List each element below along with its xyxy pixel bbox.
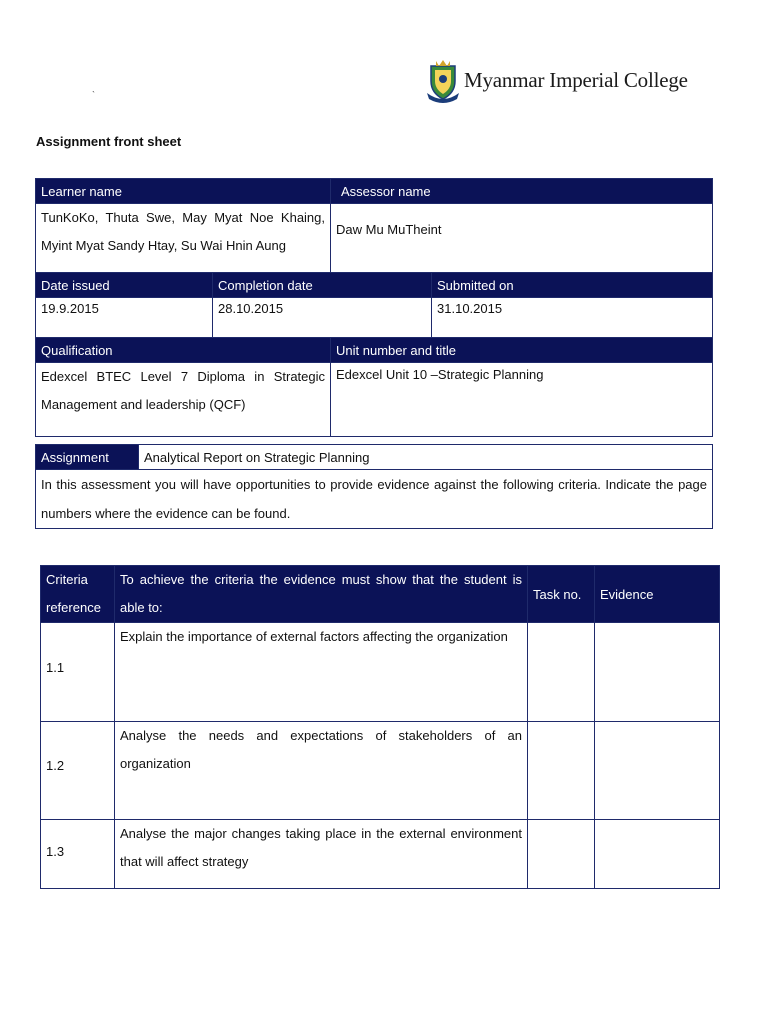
evidence-cell	[595, 820, 720, 889]
assignment-instructions: In this assessment you will have opportunities to provide evidence against the following criteria. Indicate the page numbers where the evidence can be found.	[36, 470, 713, 529]
criteria-ref: 1.1	[41, 623, 115, 722]
college-crest-icon	[424, 57, 462, 103]
table-row	[41, 722, 720, 820]
criteria-ref: 1.2	[41, 722, 115, 820]
criteria-table	[40, 565, 720, 889]
evidence-cell	[595, 623, 720, 722]
criteria-text: Analyse the needs and expectations of stakeholders of an organization	[115, 722, 528, 820]
criteria-requirement-header: To achieve the criteria the evidence must show that the student is able to:	[115, 566, 528, 623]
criteria-text: Analyse the major changes taking place in the external environment that will affect strategy	[115, 820, 528, 889]
completion-date-label: Completion date	[213, 273, 432, 298]
date-issued-label: Date issued	[36, 273, 213, 298]
stray-mark: `	[92, 90, 95, 100]
criteria-text: Explain the importance of external factors affecting the organization	[115, 623, 528, 722]
assessor-name-value: Daw Mu MuTheint	[331, 204, 713, 273]
completion-date-value: 28.10.2015	[213, 298, 432, 338]
learner-name-label: Learner name	[36, 179, 331, 204]
submitted-on-value: 31.10.2015	[432, 298, 713, 338]
criteria-reference-header: Criteria reference	[41, 566, 115, 623]
sheet-title: Assignment front sheet	[36, 134, 182, 149]
task-no-cell	[528, 820, 595, 889]
college-name: Myanmar Imperial College	[464, 67, 688, 92]
unit-label: Unit number and title	[331, 338, 713, 363]
qualification-value: Edexcel BTEC Level 7 Diploma in Strategic Management and leadership (QCF)	[36, 363, 331, 437]
assignment-info-table	[35, 178, 713, 437]
table-row	[41, 820, 720, 889]
unit-value: Edexcel Unit 10 –Strategic Planning	[331, 363, 713, 437]
assignment-title: Analytical Report on Strategic Planning	[139, 445, 713, 470]
assessor-name-label: Assessor name	[331, 179, 713, 204]
evidence-header: Evidence	[595, 566, 720, 623]
task-no-cell	[528, 722, 595, 820]
evidence-cell	[595, 722, 720, 820]
college-logo	[424, 56, 688, 104]
qualification-label: Qualification	[36, 338, 331, 363]
criteria-ref: 1.3	[41, 820, 115, 889]
table-row	[41, 623, 720, 722]
assignment-label: Assignment	[36, 445, 139, 470]
task-no-cell	[528, 623, 595, 722]
task-no-header: Task no.	[528, 566, 595, 623]
assignment-table	[35, 444, 713, 529]
date-issued-value: 19.9.2015	[36, 298, 213, 338]
learner-name-value: TunKoKo, Thuta Swe, May Myat Noe Khaing, Myint Myat Sandy Htay, Su Wai Hnin Aung	[36, 204, 331, 273]
submitted-on-label: Submitted on	[432, 273, 713, 298]
